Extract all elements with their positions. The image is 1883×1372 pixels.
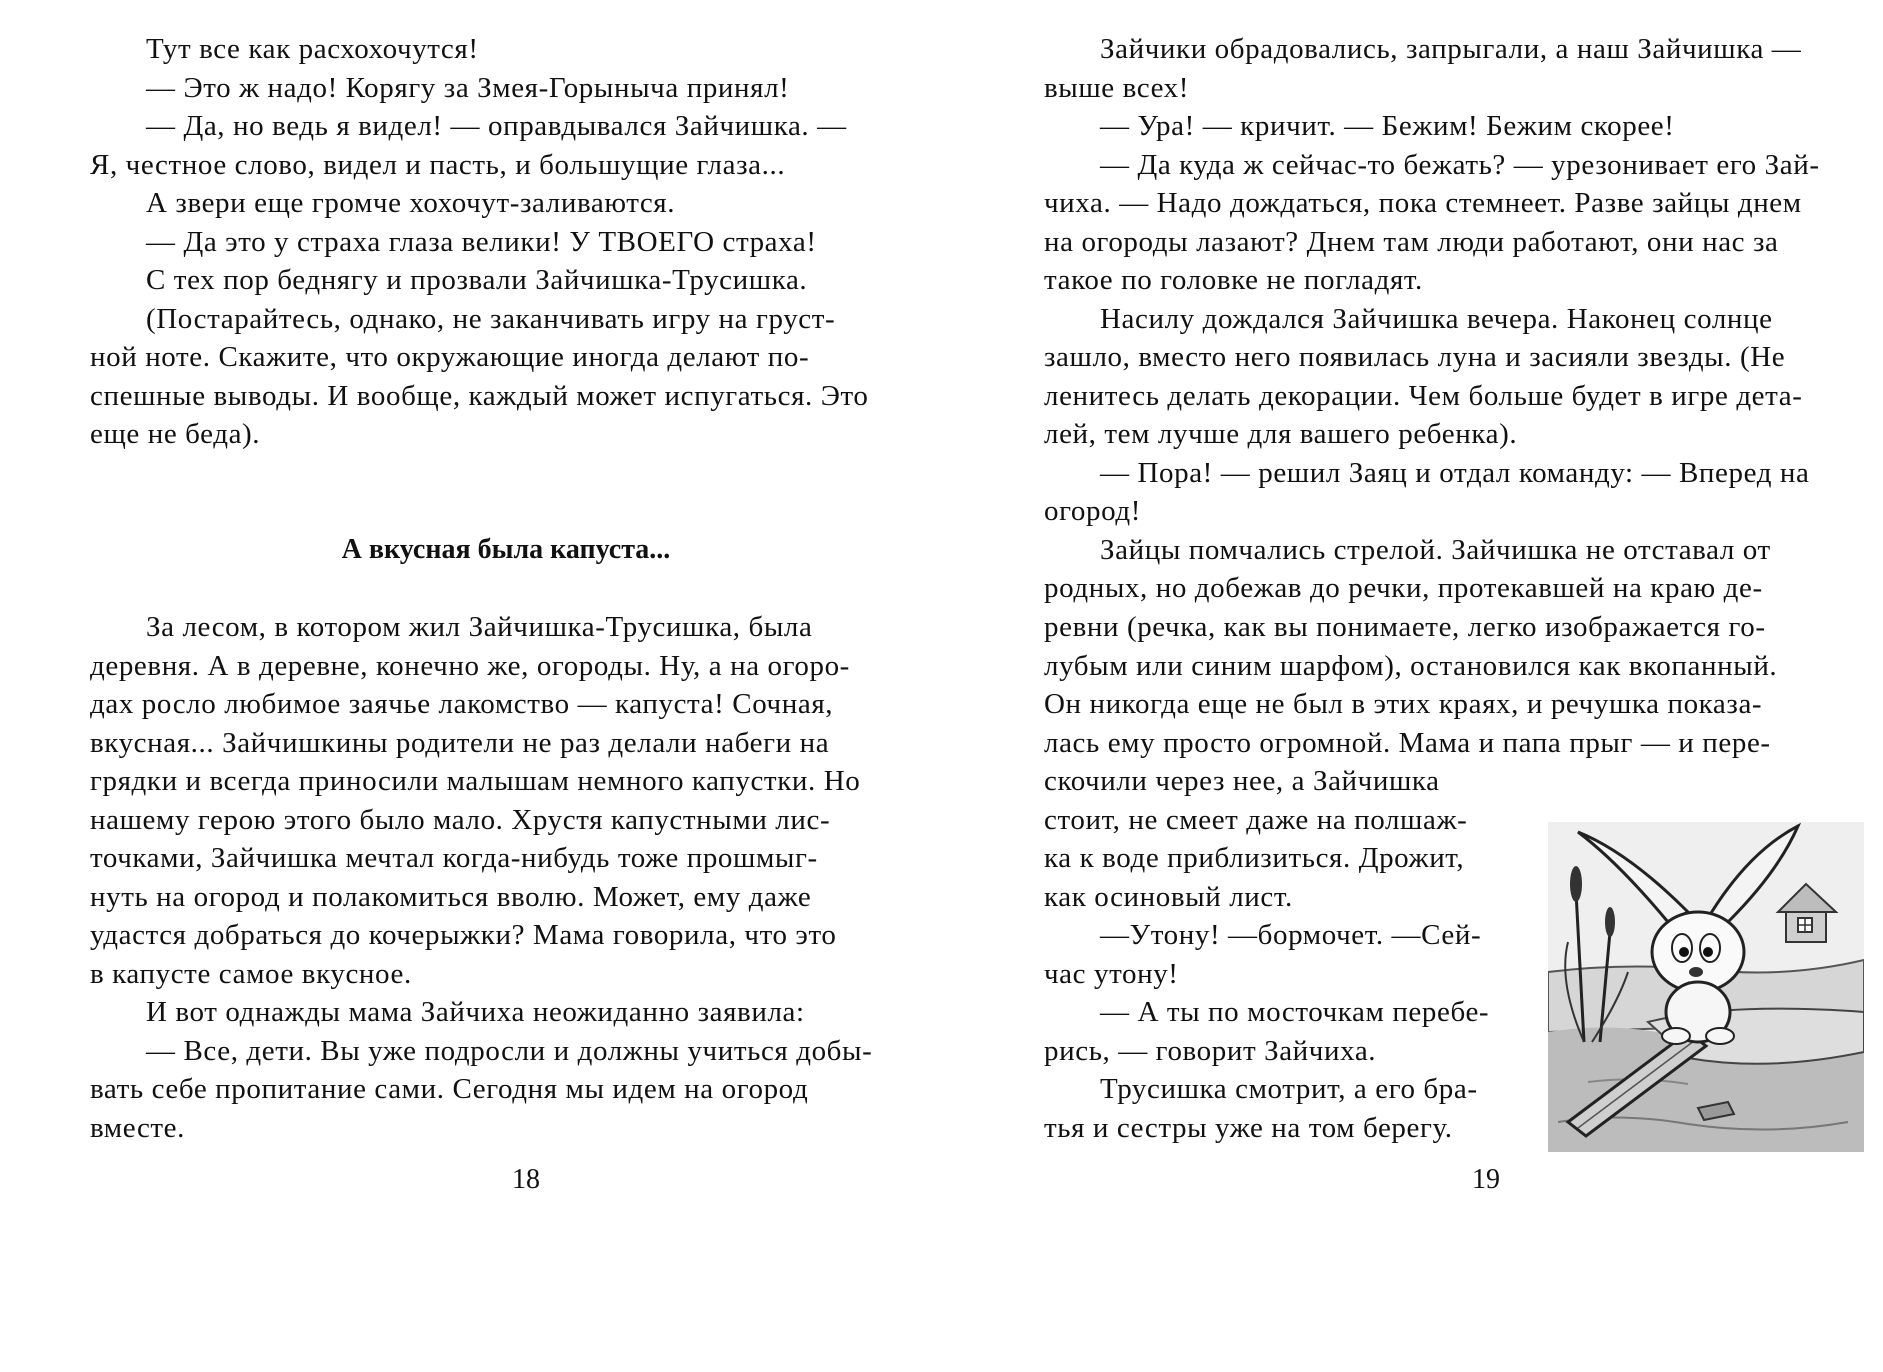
text-line: точками, Зайчишка мечтал когда-нибудь тоже прошмыг-	[90, 842, 818, 874]
text-line: вместе.	[90, 1112, 186, 1144]
text-line: — Да это у страха глаза велики! У ТВОЕГО страха!	[146, 226, 817, 258]
text-line: тья и сестры уже на том берегу.	[1044, 1112, 1453, 1144]
text-line: — Пора! — решил Заяц и отдал команду: — Вперед на	[1100, 457, 1810, 489]
text-line: дах росло любимое заячье лакомство — капуста! Сочная,	[90, 688, 834, 720]
section-heading: А вкусная была капуста...	[341, 534, 671, 565]
text-line: — Да, но ведь я видел! — оправдывался Зайчишка. —	[146, 110, 847, 142]
text-line: вкусная... Зайчишкины родители не раз делали набеги на	[90, 727, 830, 759]
text-line: А звери еще громче хохочут-заливаются.	[146, 187, 676, 219]
text-line: —Утону! —бормочет. —Сей-	[1100, 919, 1482, 951]
text-line: лась ему просто огромной. Мама и папа прыг — и пере-	[1044, 727, 1771, 759]
text-line: Зайчики обрадовались, запрыгали, а наш Зайчишка —	[1100, 33, 1802, 65]
text-line: Трусишка смотрит, а его бра-	[1100, 1073, 1478, 1105]
text-line: зашло, вместо него появилась луна и засияли звезды. (Не	[1044, 341, 1786, 373]
text-line: — Все, дети. Вы уже подросли и должны учиться добы-	[146, 1035, 873, 1067]
text-line: спешные выводы. И вообще, каждый может испугаться. Это	[90, 380, 869, 412]
text-line: лубым или синим шарфом), остановился как вкопанный.	[1044, 650, 1778, 682]
text-line: огород!	[1044, 495, 1141, 527]
text-line: И вот однажды мама Зайчиха неожиданно заявила:	[146, 996, 805, 1028]
text-line: родных, но добежав до речки, протекавшей на краю де-	[1044, 572, 1763, 604]
text-line: Тут все как расхохочутся!	[146, 33, 479, 65]
text-line: ревни (речка, как вы понимаете, легко изображается го-	[1044, 611, 1766, 643]
text-line: Насилу дождался Зайчишка вечера. Наконец солнце	[1100, 303, 1773, 335]
text-line: грядки и всегда приносили малышам немного капустки. Но	[90, 765, 861, 797]
text-line: в капусте самое вкусное.	[90, 958, 412, 990]
text-line: еще не беда).	[90, 418, 261, 450]
text-line: деревня. А в деревне, конечно же, огороды. Ну, а на огоро-	[90, 650, 850, 682]
text-line: рись, — говорит Зайчиха.	[1044, 1035, 1377, 1067]
text-line: вать себе пропитание сами. Сегодня мы идем на огород	[90, 1073, 809, 1105]
text-line: такое по головке не погладят.	[1044, 264, 1423, 296]
text-line: час утону!	[1044, 958, 1179, 990]
text-line: — Да куда ж сейчас-то бежать? — урезонивает его Зай-	[1100, 149, 1820, 181]
text-line: на огороды лазают? Днем там люди работают, они нас за	[1044, 226, 1779, 258]
text-line: чиха. — Надо дождаться, пока стемнеет. Разве зайцы днем	[1044, 187, 1802, 219]
text-line: как осиновый лист.	[1044, 881, 1293, 913]
page-number: 19	[1472, 1164, 1500, 1195]
text-line: выше всех!	[1044, 72, 1190, 104]
text-line: С тех пор беднягу и прозвали Зайчишка-Трусишка.	[146, 264, 808, 296]
text-line: Он никогда еще не был в этих краях, и речушка показа-	[1044, 688, 1763, 720]
text-line: ка к воде приблизиться. Дрожит,	[1044, 842, 1465, 874]
text-line: нашему герою этого было мало. Хрустя капустными лис-	[90, 804, 831, 836]
bunny-drawing	[1548, 822, 1864, 1152]
text-line: Я, честное слово, видел и пасть, и большущие глаза...	[90, 149, 786, 181]
text-line: За лесом, в котором жил Зайчишка-Трусишка, была	[146, 611, 813, 643]
page-number: 18	[512, 1164, 540, 1195]
text-line: нуть на огород и полакомиться вволю. Может, ему даже	[90, 881, 812, 913]
text-line: Зайцы помчались стрелой. Зайчишка не отставал от	[1100, 534, 1771, 566]
text-line: удастся добраться до кочерыжки? Мама говорила, что это	[90, 919, 837, 951]
text-line: — Это ж надо! Корягу за Змея-Горыныча принял!	[146, 72, 790, 104]
text-line: стоит, не смеет даже на полшаж-	[1044, 804, 1468, 836]
text-line: ной ноте. Скажите, что окружающие иногда делают по-	[90, 341, 810, 373]
text-line: (Постарайтесь, однако, не заканчивать игру на груст-	[146, 303, 836, 335]
text-line: ленитесь делать декорации. Чем больше будет в игре дета-	[1044, 380, 1803, 412]
text-line: скочили через нее, а Зайчишка	[1044, 765, 1440, 797]
text-line: — Ура! — кричит. — Бежим! Бежим скорее!	[1100, 110, 1675, 142]
text-line: — А ты по мосточкам перебе-	[1100, 996, 1490, 1028]
bunny-illustration	[1548, 822, 1864, 1152]
text-line: лей, тем лучше для вашего ребенка).	[1044, 418, 1518, 450]
